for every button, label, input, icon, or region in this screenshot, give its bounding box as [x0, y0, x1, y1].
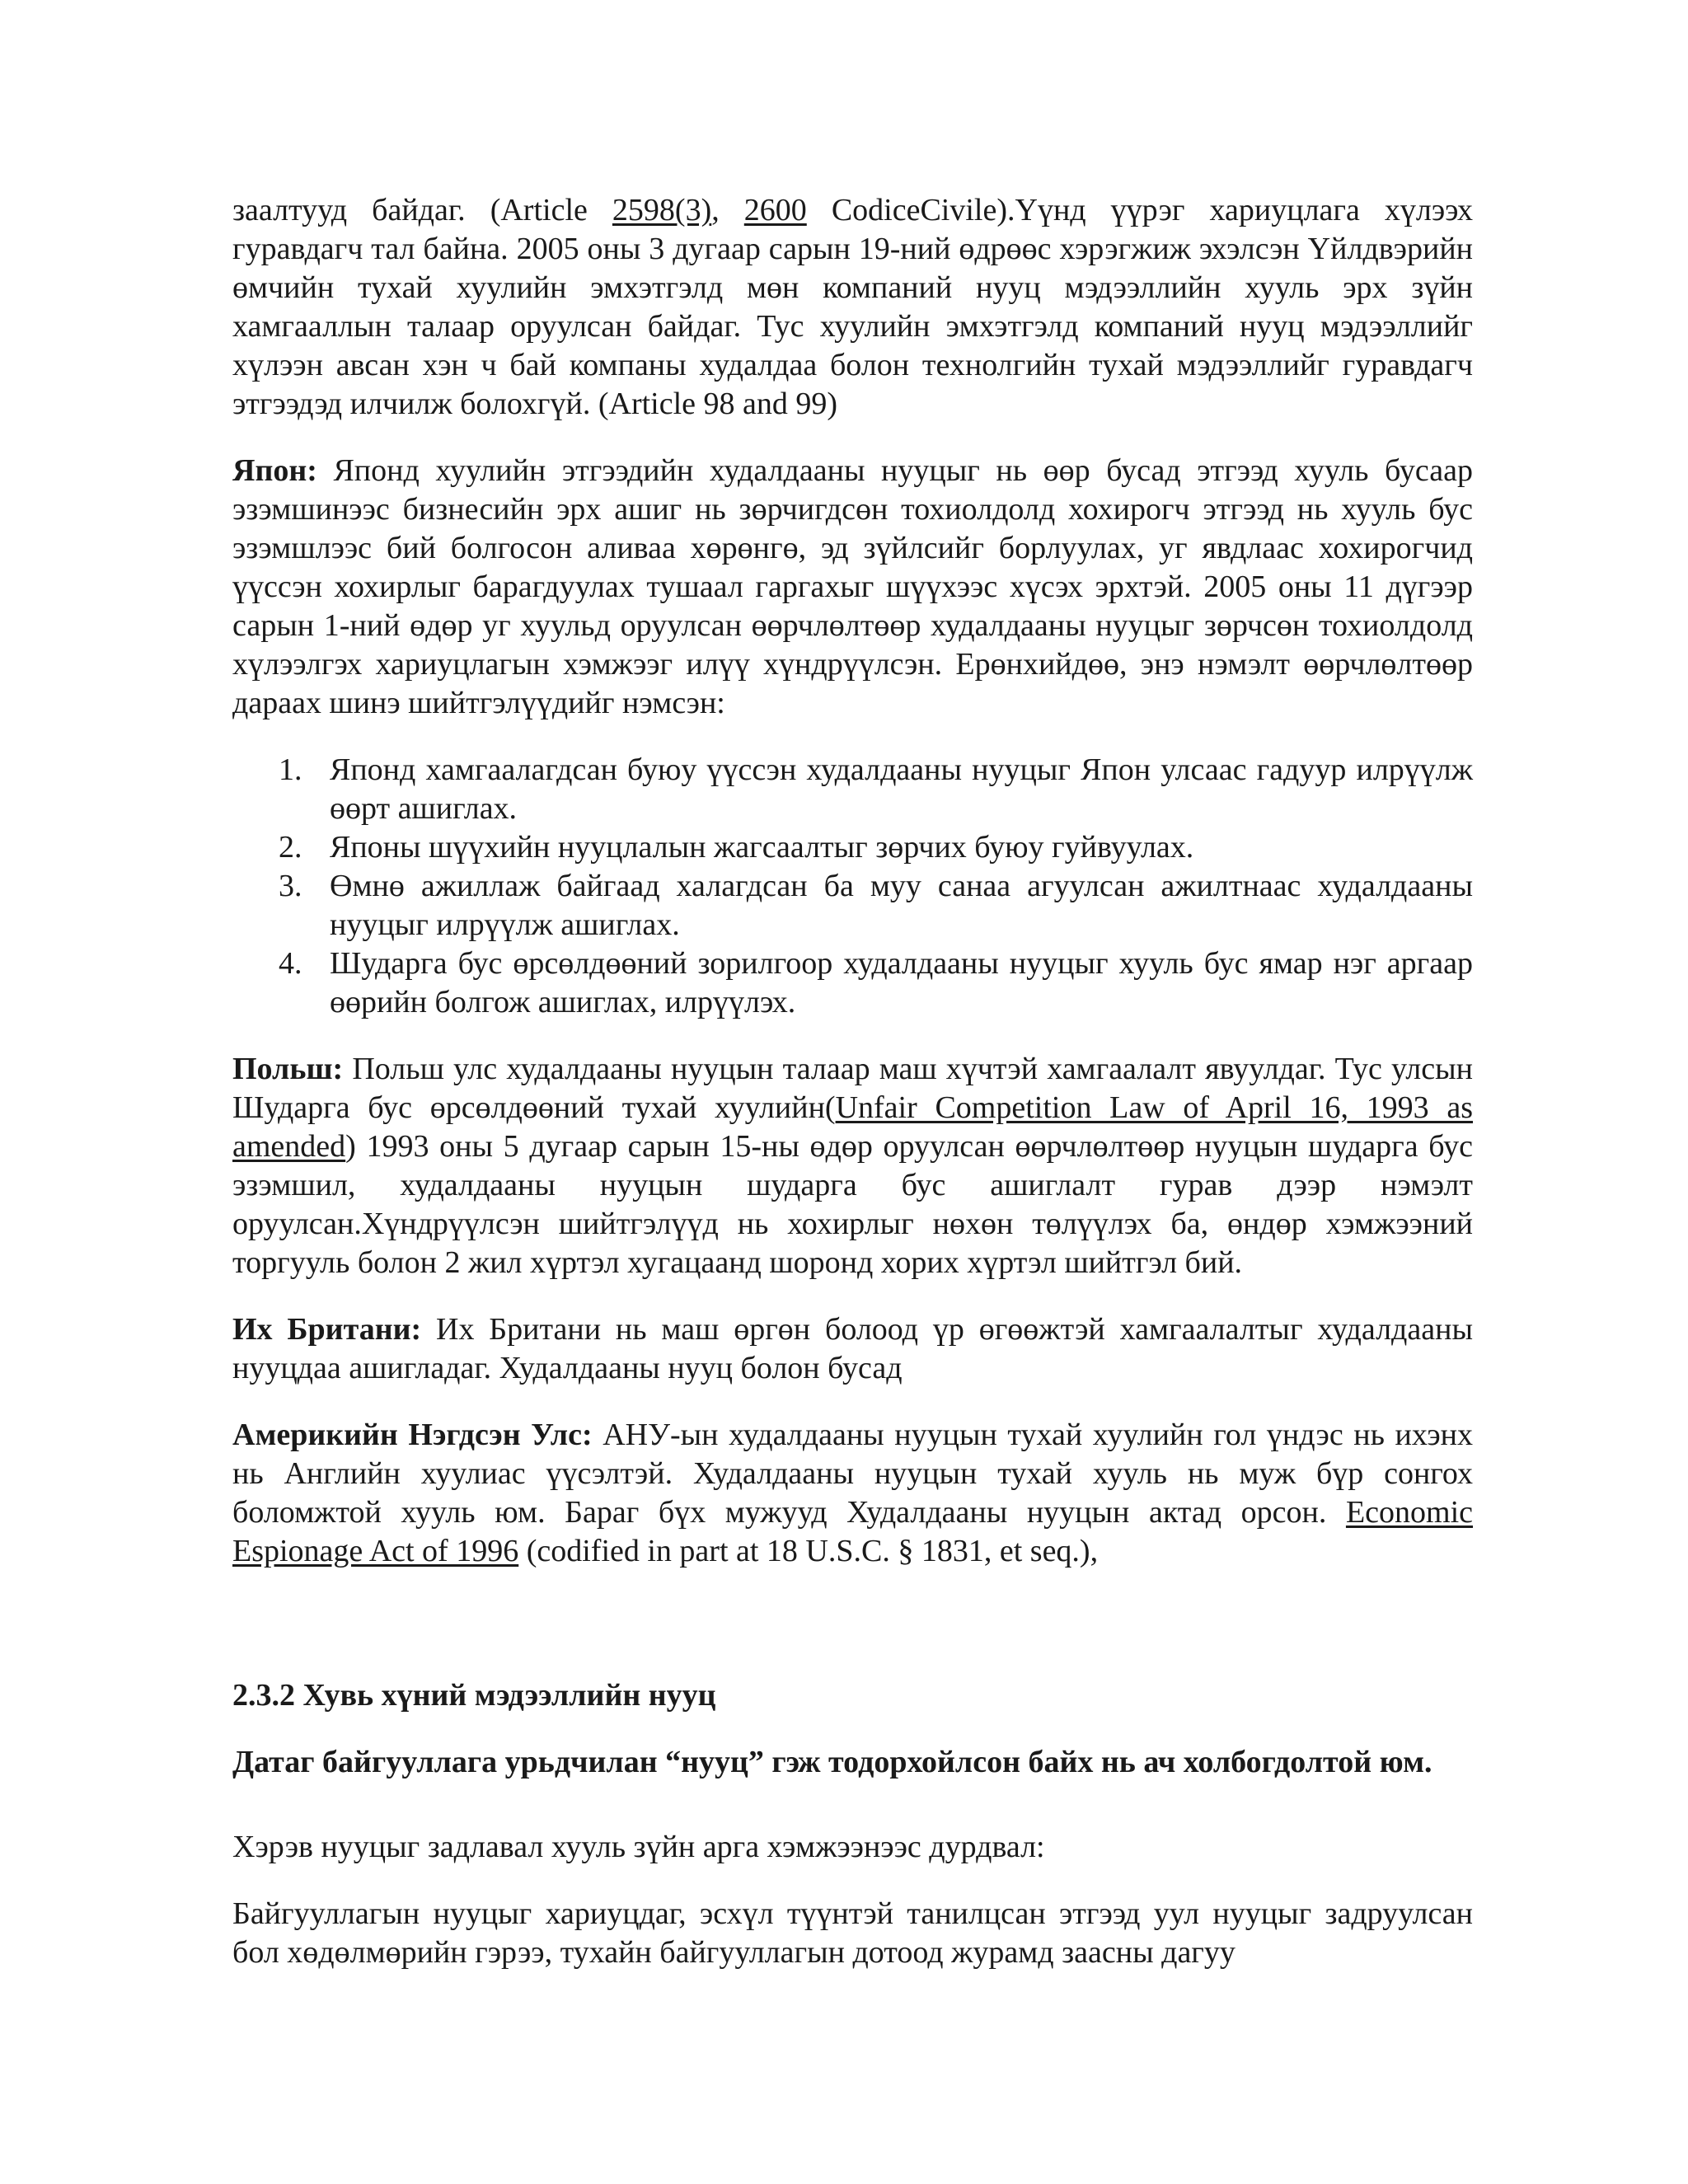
paragraph-japan: Япон: Японд хуулийн этгээдийн худалдааны нууцыг нь өөр бусад этгээд хууль бусаар эзэмшинээс бизнесийн эрх ашиг нь зөрчигдсөн тохиолдолд хохирогч этгээд нь хууль бус эзэмшлээс бий болгосон аливаа хөрөнгө, эд зүйлсийг борлуулах, уг явдлаас хохирогчид үүссэн хохирлыг барагдуулах тушаал гаргахыг шүүхээс хүсэх эрхтэй. 2005 оны 11 дүгээр сарын 1-ний өдөр уг хуульд оруулсан өөрчлөлтөөр худалдааны нууцыг зөрчсөн тохиолдолд хүлээлгэх хариуцлагын хэмжээг илүү хүндрүүлсэн. Ерөнхийдөө, энэ нэмэлт өөрчлөлтөөр дараах шинэ шийтгэлүүдийг нэмсэн:	[232, 453, 1473, 720]
paragraph-italy: заалтууд байдаг. (Article 2598(3), 2600 CodiceCivile).Үүнд үүрэг хариуцлага хүлээх гуравдагч тал байна. 2005 оны 3 дугаар сарын 19-ний өдрөөс хэрэгжиж эхэлсэн Үйлдвэрийн өмчийн тухай хуулийн эмхэтгэлд мөн компаний нууц мэдээллийн хууль эрх зүйн хамгааллын талаар оруулсан байдаг. Тус хуулийн эмхэтгэлд компаний нууц мэдээллийг хүлээн авсан хэн ч бай компаны худалдаа болон технолгийн тухай мэдээллийг гуравдагч этгээдэд илчилж болохгүй. (Article 98 and 99)	[232, 193, 1474, 421]
link-economic-espionage-act[interactable]: Economic Espionage Act of 1996	[232, 1495, 1473, 1568]
paragraph-disclosure: Хэрэв нууцыг задлавал хууль зүйн арга хэмжээнээс дурдвал:	[232, 1830, 1045, 1864]
list-item: 1. Японд хамгаалагдсан буюу үүссэн худалдааны нууцыг Япон улсаас гадуур илрүүлж өөрт ашиглах.	[279, 752, 1473, 826]
link-unfair-competition-law[interactable]: Unfair Competition Law of April 16, 1993 as amended	[232, 1090, 1473, 1164]
label-japan: Япон:	[232, 453, 317, 488]
label-poland: Польш:	[232, 1052, 344, 1086]
section-heading: 2.3.2 Хувь хүний мэдээллийн нууц	[232, 1678, 716, 1713]
list-item: 4. Шударга бус өрсөлдөөний зорилгоор худалдааны нууцыг хууль бус ямар нэг аргаар өөрийн болгож ашиглах, илрүүлэх.	[279, 946, 1473, 1019]
link-article-2600[interactable]: 2600	[743, 193, 807, 227]
paragraph-usa: Америкийн Нэгдсэн Улс: АНУ-ын худалдааны нууцын тухай хуулийн гол үндэс нь ихэнх нь Английн хуулиас үүсэлтэй. Худалдааны нууцын тухай хууль нь муж бүр сонгох боломжтой хууль юм. Бараг бүх мужууд Худалдааны нууцын актад орсон. Economic Espionage Act of 1996 (codified in part at 18 U.S.C. § 1831, et seq.),	[232, 1418, 1474, 1568]
japan-penalty-list	[232, 751, 1473, 1022]
list-item: 2. Японы шүүхийн нууцлалын жагсаалтыг зөрчих буюу гуйвуулах.	[279, 830, 1194, 865]
list-item: 3. Өмнө ажиллаж байгаад халагдсан ба муу санаа агуулсан ажилтнаас худалдааны нууцыг илрүүлж ашиглах.	[279, 869, 1473, 942]
paragraph-uk: Их Британи: Их Британи нь маш өргөн болоод үр өгөөжтэй хамгаалалтыг худалдааны нууцдаа ашигладаг. Худалдааны нууц болон бусад	[232, 1312, 1473, 1385]
bold-paragraph: Датаг байгууллага урьдчилан “нууц” гэж тодорхойлсон байх нь ач холбогдолтой юм.	[232, 1745, 1432, 1779]
paragraph-poland: Польш: Польш улс худалдааны нууцын талаар маш хүчтэй хамгаалалт явуулдаг. Тус улсын Шударга бус өрсөлдөөний тухай хуулийн(Unfair Competition Law of April 16, 1993 as amended) 1993 оны 5 дугаар сарын 15-ны өдөр оруулсан өөрчлөлтөөр нууцын шударга бус эзэмшил, худалдааны нууцын шударга бус ашиглалт гурав дээр нэмэлт оруулсан.Хүндрүүлсэн шийтгэлүүд нь хохирлыг нөхөн төлүүлэх ба, өндөр хэмжээний торгууль болон 2 жил хүртэл хугацаанд шоронд хорих хүртэл шийтгэл бий.	[232, 1052, 1473, 1280]
document-page	[232, 191, 1473, 1972]
paragraph-organization: Байгууллагын нууцыг хариуцдаг, эсхүл түүнтэй танилцсан этгээд уул нууцыг задруулсан бол хөдөлмөрийн гэрээ, тухайн байгууллагын дотоод журамд заасны дагуу	[232, 1896, 1473, 1970]
label-uk: Их Британи:	[232, 1312, 422, 1347]
label-usa: Америкийн Нэгдсэн Улс:	[232, 1418, 593, 1452]
link-article-2598[interactable]: 2598(3)	[612, 193, 712, 227]
